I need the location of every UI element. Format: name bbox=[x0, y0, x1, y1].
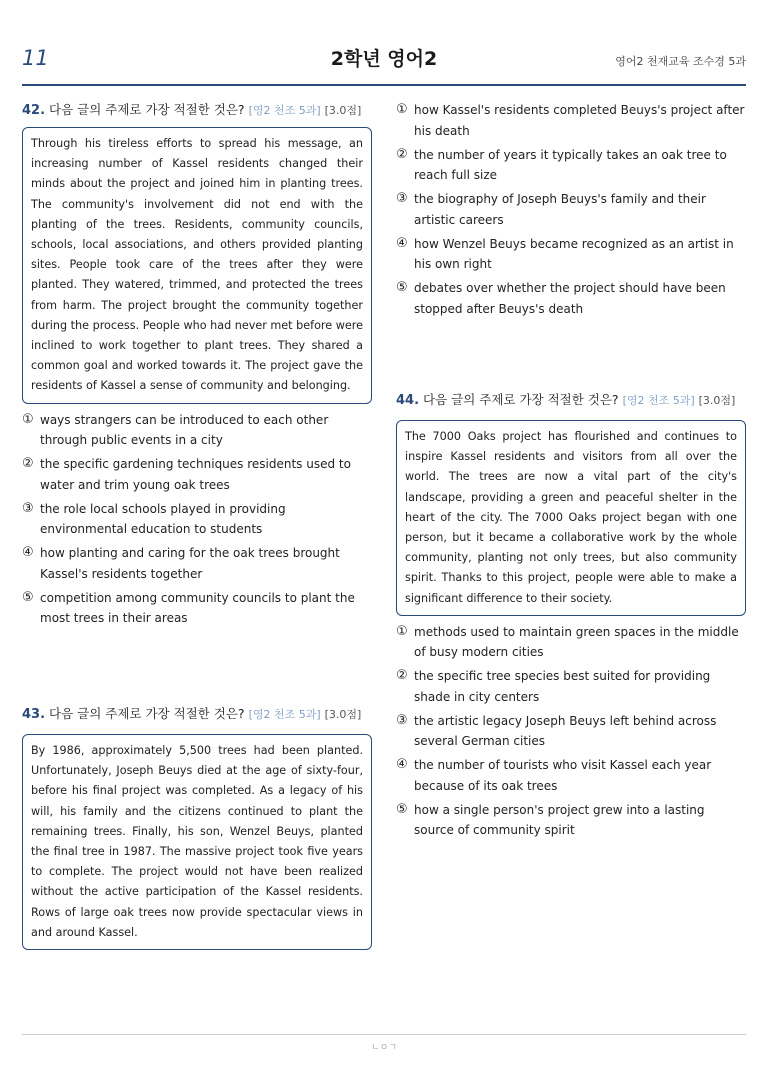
choice-item[interactable] bbox=[396, 800, 746, 841]
choice-list bbox=[396, 622, 746, 841]
left-column bbox=[22, 100, 372, 939]
choice-text: debates over whether the project should have been stopped after Beuys's death bbox=[414, 281, 726, 316]
passage-box: By 1986, approximately 5,500 trees had been planted. Unfortunately, Joseph Beuys died at the age of sixty-four, before his final project was completed. As a legacy of his will, his family and the citizens continued to plant the remaining trees. Finally, his son, Wenzel Beuys, planted the final tree in 1987. The massive project took five years to complete. The project would not have been realized without the active participation of the Kassel residents. Rows of large oak trees now provide spectacular views in and around Kassel. bbox=[22, 734, 372, 950]
choice-mark: ③ bbox=[22, 500, 34, 516]
choice-mark: ① bbox=[22, 411, 34, 427]
question-source: [영2 천조 5과] bbox=[248, 708, 321, 721]
choice-item[interactable] bbox=[396, 666, 746, 707]
subject-label: 영어2 천재교육 조수경 5과 bbox=[615, 55, 746, 68]
choice-item[interactable] bbox=[396, 622, 746, 663]
choice-text: methods used to maintain green spaces in the middle of busy modern cities bbox=[414, 624, 739, 660]
question-header bbox=[22, 100, 372, 121]
passage-box: Through his tireless efforts to spread his message, an increasing number of Kassel residents changed their minds about the project and joined him in planting trees. The community's involvement did not end with the planting of the trees. Residents, community councils, schools, local associations, and others provided planting sites. People took care of the trees after they were planted. They watered, trimmed, and protected the trees from harm. The project brought the community together during the process. People who had never met before were inclined to work together to plant trees. They shared a common goal and worked towards it. The project gave the residents of Kassel a sense of community and belonging. bbox=[22, 127, 372, 404]
choice-mark: ④ bbox=[22, 545, 34, 561]
question-prompt: 다음 글의 주제로 가장 적절한 것은? bbox=[49, 102, 245, 117]
question-prompt: 다음 글의 주제로 가장 적절한 것은? bbox=[423, 392, 619, 407]
footer-divider bbox=[22, 1034, 746, 1035]
choice-item[interactable] bbox=[396, 278, 746, 319]
choice-item[interactable] bbox=[22, 410, 372, 451]
choice-text: the role local schools played in providing environmental education to students bbox=[40, 501, 286, 537]
page-number: 11 bbox=[22, 46, 49, 70]
choice-mark: ④ bbox=[396, 235, 408, 251]
question-points: [3.0점] bbox=[324, 708, 362, 721]
choice-text: ways strangers can be introduced to each other through public events in a city bbox=[40, 412, 329, 448]
choice-text: the biography of Joseph Beuys's family and their artistic careers bbox=[414, 192, 706, 227]
question-source: [영2 천조 5과] bbox=[248, 104, 321, 117]
question-points: [3.0점] bbox=[324, 104, 362, 117]
question-44 bbox=[396, 390, 746, 844]
choice-item[interactable] bbox=[396, 711, 746, 752]
choice-text: how Kassel's residents completed Beuys's project after his death bbox=[414, 103, 745, 138]
choice-mark: ④ bbox=[396, 757, 408, 773]
choice-item[interactable] bbox=[22, 543, 372, 584]
question-number: 43. bbox=[22, 707, 46, 722]
choice-mark: ② bbox=[396, 146, 408, 162]
choice-mark: ② bbox=[396, 668, 408, 684]
choice-item[interactable] bbox=[396, 100, 746, 141]
choice-item[interactable] bbox=[22, 588, 372, 629]
choice-item[interactable] bbox=[396, 234, 746, 275]
choice-mark: ① bbox=[396, 102, 408, 117]
choice-item[interactable] bbox=[396, 755, 746, 796]
question-number: 44. bbox=[396, 393, 420, 408]
choice-text: the specific tree species best suited for providing shade in city centers bbox=[414, 669, 711, 704]
footer-label: ㄴㅇㄱ bbox=[370, 1043, 398, 1053]
right-column bbox=[396, 100, 746, 838]
passage-box: The 7000 Oaks project has flourished and continues to inspire Kassel residents and visitors from all over the world. The trees are now a vital part of the city's landscape, providing a green and peaceful shelter in the heart of the city. The 7000 Oaks project began with one person, but it became a collaborative work by the whole community, planting not only trees, but also community spirit. Thanks to this project, people were able to make a significant difference to their society. bbox=[396, 420, 746, 616]
question-prompt: 다음 글의 주제로 가장 적절한 것은? bbox=[49, 706, 245, 721]
choice-item[interactable] bbox=[396, 145, 746, 186]
page-title: 2학년 영어2 bbox=[330, 48, 438, 70]
choice-item[interactable] bbox=[22, 454, 372, 495]
choice-text: competition among community councils to plant the most trees in their areas bbox=[40, 590, 355, 626]
question-points: [3.0점] bbox=[698, 394, 736, 407]
choice-mark: ② bbox=[22, 456, 34, 472]
question-header bbox=[22, 704, 372, 725]
page-header bbox=[22, 40, 746, 74]
question-number: 42. bbox=[22, 103, 46, 118]
question-source: [영2 천조 5과] bbox=[622, 394, 695, 407]
choice-mark: ⑤ bbox=[22, 589, 34, 605]
choice-item[interactable] bbox=[396, 189, 746, 230]
choice-mark: ① bbox=[396, 623, 408, 639]
choice-list bbox=[396, 100, 746, 319]
choice-text: how planting and caring for the oak trees brought Kassel's residents together bbox=[40, 546, 340, 581]
question-header bbox=[396, 390, 746, 411]
choice-text: the number of years it typically takes an oak tree to reach full size bbox=[414, 147, 727, 182]
choice-text: how a single person's project grew into a lasting source of community spirit bbox=[414, 802, 705, 838]
choice-item[interactable] bbox=[22, 499, 372, 540]
question-42 bbox=[22, 100, 372, 629]
choice-text: the specific gardening techniques residents used to water and trim young oak trees bbox=[40, 457, 351, 492]
choice-mark: ⑤ bbox=[396, 280, 408, 295]
header-divider bbox=[22, 84, 746, 86]
question-43 bbox=[22, 704, 372, 950]
choice-mark: ⑤ bbox=[396, 801, 408, 817]
choice-mark: ③ bbox=[396, 712, 408, 728]
choice-text: the artistic legacy Joseph Beuys left behind across several German cities bbox=[414, 713, 717, 749]
choice-text: the number of tourists who visit Kassel each year because of its oak trees bbox=[414, 758, 712, 793]
choice-text: how Wenzel Beuys became recognized as an artist in his own right bbox=[414, 236, 734, 271]
choice-list bbox=[22, 410, 372, 629]
choice-mark: ③ bbox=[396, 191, 408, 206]
